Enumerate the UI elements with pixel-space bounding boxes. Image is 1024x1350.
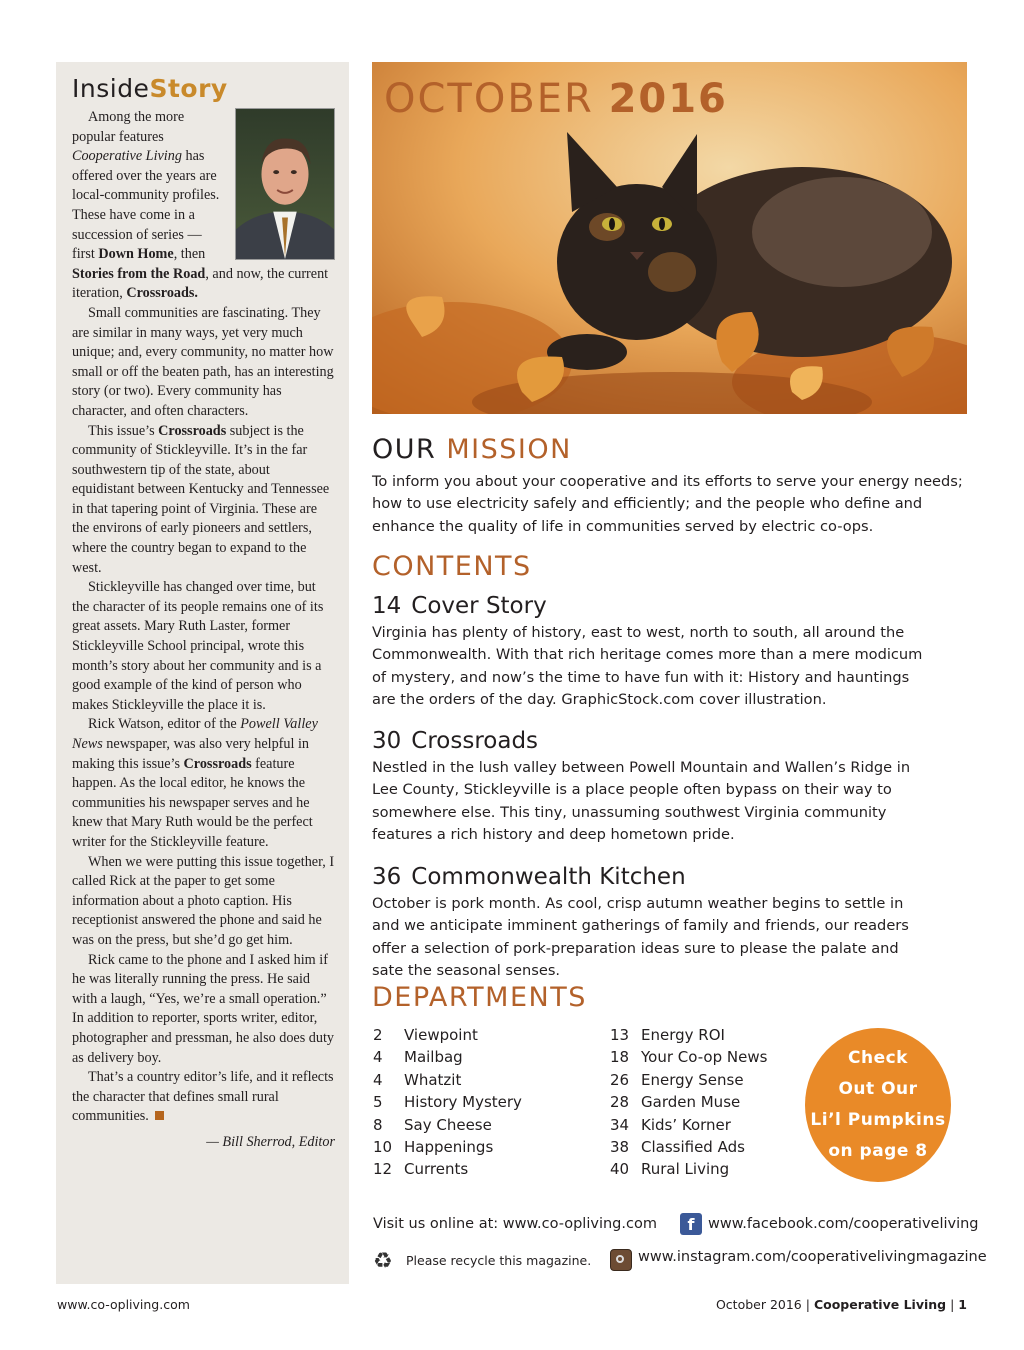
departments-column-1: [373, 1024, 522, 1181]
editor-signature: — Bill Sherrod, Editor: [206, 1133, 335, 1150]
department-item[interactable]: 26 Energy Sense: [610, 1070, 744, 1089]
contents-heading: CONTENTS: [372, 551, 532, 582]
sidebar-paragraph: Small communities are fascinating. They are similar in many ways, yet very much unique; and, every community, no matter how small or off the beaten path, has an interesting story (or two). Every community has character, and often characters.: [72, 304, 334, 419]
department-item[interactable]: 18 Your Co-op News: [610, 1048, 768, 1067]
sidebar-paragraph: This issue’s Crossroads subject is the community of Stickleyville. It’s in the far southwestern tip of the state, about equidistant between Kentucky and Tennessee in that tapering point of Virginia. These are the environs of early pioneers and settlers, where the country began to expand to the west.: [72, 422, 330, 576]
department-item[interactable]: 8 Say Cheese: [373, 1115, 492, 1134]
sidebar-paragraph: Rick came to the phone and I asked him if he was literally running the press. He said with a laugh, “Yes, we’re a small operation.” In addition to reporter, sports writer, editor, photographer and pressman, he also does duty as delivery boy.: [72, 951, 335, 1066]
facebook-icon[interactable]: f: [680, 1213, 702, 1235]
sidebar-paragraph: When we were putting this issue together, I called Rick at the paper to get some information about a photo caption. His receptionist answered the phone and said he was on the press, but she’d go get him.: [72, 853, 335, 948]
department-item[interactable]: 10 Happenings: [373, 1138, 494, 1157]
department-item[interactable]: 2 Viewpoint: [373, 1026, 478, 1044]
department-item[interactable]: 13 Energy ROI: [610, 1026, 725, 1044]
website-link[interactable]: Visit us online at: www.co-opliving.com: [373, 1216, 657, 1232]
department-item[interactable]: 12 Currents: [373, 1160, 469, 1179]
recycle-note: Please recycle this magazine.: [406, 1253, 592, 1268]
departments-column-2: [610, 1024, 767, 1181]
department-item[interactable]: 4 Whatzit: [373, 1070, 462, 1089]
contents-item-title[interactable]: 14 Cover Story: [372, 593, 547, 619]
mission-text: To inform you about your cooperative and its efforts to serve your energy needs; how to use electricity safely and efficiently; and the people who define and enhance the quality of life in communities served by electric co-ops.: [372, 473, 963, 535]
department-item[interactable]: 5 History Mystery: [373, 1093, 522, 1112]
contents-item-text: October is pork month. As cool, crisp autumn weather begins to settle in and we anticipate imminent gatherings of family and friends, our readers offer a selection of pork-preparation ideas sure to please the palate and sate the seasonal senses.: [372, 895, 909, 980]
recycle-icon: ♻: [373, 1249, 393, 1274]
department-item[interactable]: 40 Rural Living: [610, 1160, 730, 1179]
editor-portrait: [235, 108, 335, 260]
issue-date-title: OCTOBER 2016: [384, 76, 728, 122]
instagram-link[interactable]: www.instagram.com/cooperativelivingmagazine: [638, 1249, 987, 1265]
inside-story-title: InsideStory: [72, 74, 228, 103]
contents-item-title[interactable]: 36 Commonwealth Kitchen: [372, 864, 686, 890]
footer-website[interactable]: www.co-opliving.com: [57, 1297, 190, 1312]
sidebar-paragraph: That’s a country editor’s life, and it reflects the character that defines small rural communities.: [72, 1069, 334, 1125]
departments-heading: DEPARTMENTS: [372, 982, 587, 1013]
mission-heading: OUR MISSION: [372, 434, 572, 465]
cover-photo: [372, 62, 967, 414]
department-item[interactable]: 34 Kids’ Korner: [610, 1115, 731, 1134]
contents-item-title[interactable]: 30 Crossroads: [372, 728, 539, 754]
department-item[interactable]: 28 Garden Muse: [610, 1093, 741, 1112]
sidebar-paragraph: Stickleyville has changed over time, but the character of its people remains one of its great assets. Mary Ruth Laster, former Stickleyville School principal, wrote this month’s story about her community and is a good example of the kind of person who makes Stickleyville the place it is.: [72, 579, 324, 713]
department-item[interactable]: 38 Classified Ads: [610, 1138, 745, 1157]
contents-item-text: Nestled in the lush valley between Powell Mountain and Wallen’s Ridge in Lee County, Stickleyville is a place people often bypass on their way to somewhere else. This tiny, unassuming southwest Virginia community features a rich history and deep hometown pride.: [372, 759, 911, 844]
end-mark-icon: [155, 1111, 164, 1120]
facebook-link[interactable]: www.facebook.com/cooperativeliving: [708, 1216, 979, 1232]
page-folio: October 2016 | Cooperative Living | 1: [715, 1297, 967, 1312]
sidebar-paragraph: Among the more popular features Cooperative Living has offered over the years are local-community profiles. These have come in a succession of series — first Down Home, then Stories from the Road, and now, the current iteration, Crossroads.: [72, 109, 329, 302]
instagram-icon[interactable]: [610, 1249, 632, 1271]
inside-story-sidebar: [56, 62, 349, 1284]
department-item[interactable]: 4 Mailbag: [373, 1048, 463, 1067]
sidebar-paragraph: Rick Watson, editor of the Powell Valley News newspaper, was also very helpful in making this issue’s Crossroads feature happen. As the local editor, he knows the communities his newspaper serves and he knew that Mary Ruth would be the perfect writer for the Stickleyville feature.: [72, 716, 318, 850]
contents-item-text: Virginia has plenty of history, east to west, north to south, all around the Commonwealth. With that rich heritage comes more than a mere modicum of mystery, and now’s the time to have fun with it: History and hauntings are the orders of the day. GraphicStock.com cover illustration.: [372, 624, 923, 709]
lil-pumpkins-badge[interactable]: Check Out Our Li’l Pumpkins on page 8: [805, 1028, 951, 1182]
